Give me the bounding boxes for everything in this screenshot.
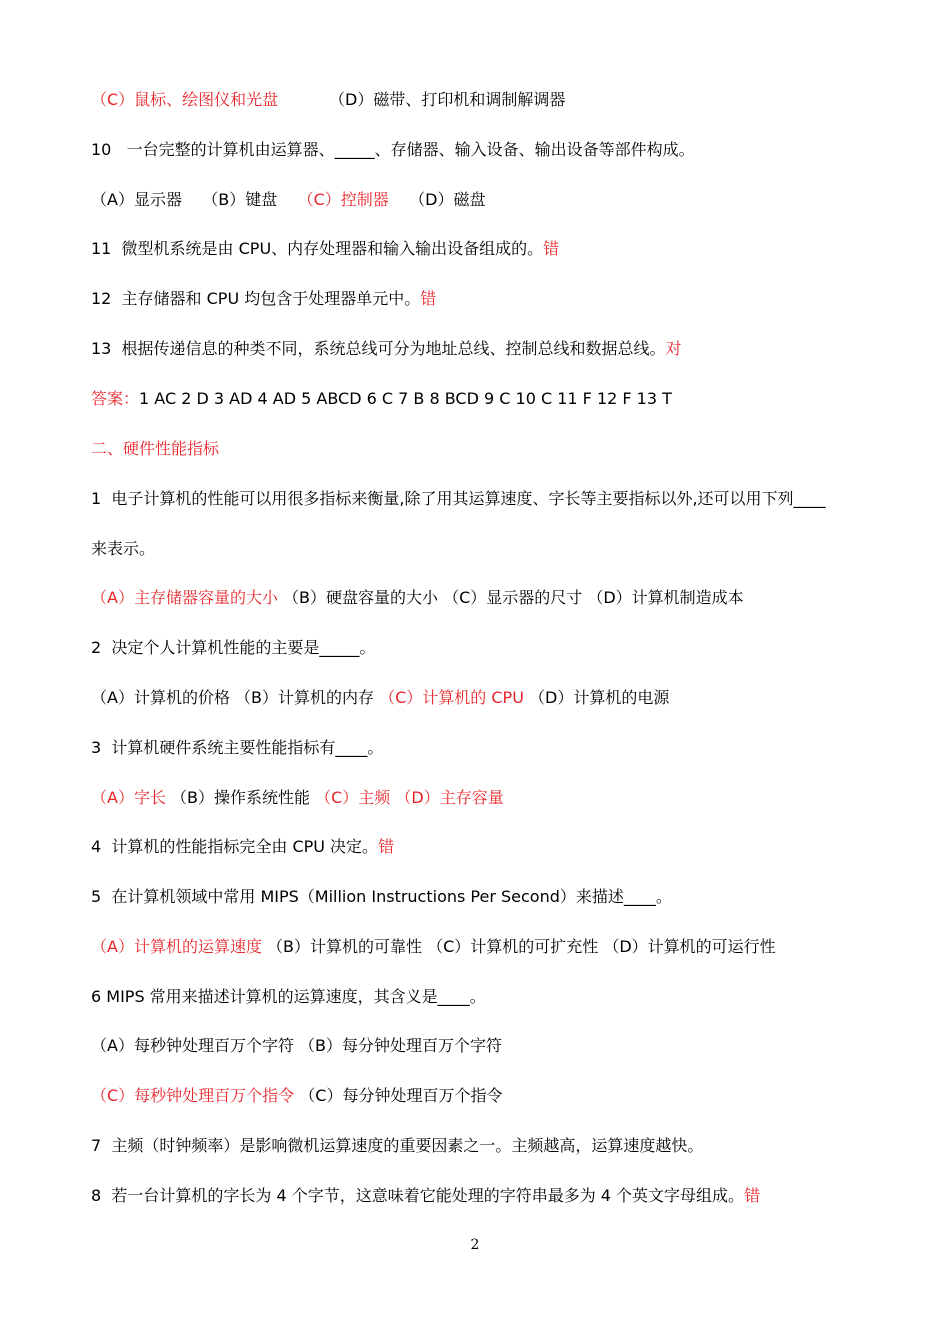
s2-q1-options	[91, 588, 744, 608]
answer-text: 错	[420, 289, 437, 308]
q13	[91, 339, 682, 359]
question-text: 来表示。	[91, 539, 156, 558]
s2-q6-options-c-c	[91, 1086, 502, 1106]
s2-q6-question	[91, 987, 486, 1007]
question-text: （C）每分钟处理百万个指令	[294, 1086, 503, 1105]
question-text: 3 计算机硬件系统主要性能指标有____。	[91, 738, 384, 757]
s2-q1-question-cont	[91, 539, 155, 559]
question-text: 1 电子计算机的性能可以用很多指标来衡量,除了用其运算速度、字长等主要指标以外,还可以用下列____	[91, 489, 826, 508]
question-text: 5 在计算机领域中常用 MIPS（Million Instructions Per Second）来描述____。	[91, 887, 672, 906]
answer-text: （C）控制器	[297, 190, 389, 209]
answer-text: 二、硬件性能指标	[91, 439, 220, 458]
s2-q5-question	[91, 887, 672, 907]
q11	[91, 239, 559, 259]
question-text: （D）磁盘	[388, 190, 486, 209]
answer-text: （A）主存储器容量的大小	[91, 588, 278, 607]
question-text: （A）显示器 （B）键盘	[91, 190, 298, 209]
answer-text: （C）鼠标、绘图仪和光盘	[91, 90, 279, 109]
question-text: 8 若一台计算机的字长为 4 个字节，这意味着它能处理的字符串最多为 4 个英文字母组成。	[91, 1186, 745, 1205]
question-text: 7 主频（时钟频率）是影响微机运算速度的重要因素之一。主频越高，运算速度越快。	[91, 1136, 704, 1155]
s2-q3-question	[91, 738, 383, 758]
question-text: （D）计算机的电源	[523, 688, 670, 707]
question-text: 11 微型机系统是由 CPU、内存处理器和输入输出设备组成的。	[91, 239, 544, 258]
s2-q5-options	[91, 937, 776, 957]
answer-text: 错	[744, 1186, 761, 1205]
answer-text: （A）计算机的运算速度	[91, 937, 262, 956]
question-text: （B）计算机的可靠性 （C）计算机的可扩充性 （D）计算机的可运行性	[261, 937, 776, 956]
answers-line	[91, 389, 672, 409]
answer-text: （A）字长	[91, 788, 166, 807]
answer-text: 错	[543, 239, 560, 258]
question-text: （A）计算机的价格 （B）计算机的内存	[91, 688, 380, 707]
question-text: 13 根据传递信息的种类不同，系统总线可分为地址总线、控制总线和数据总线。	[91, 339, 666, 358]
section-heading	[91, 439, 219, 459]
answer-text: （C）计算机的 CPU	[379, 688, 524, 707]
question-text: （B）操作系统性能	[165, 788, 316, 807]
s2-q2-options	[91, 688, 669, 708]
s2-q1-question	[91, 489, 826, 509]
answer-text: 对	[665, 339, 682, 358]
answer-text: 错	[378, 837, 395, 856]
s2-q4	[91, 837, 394, 857]
question-text: 6 MIPS 常用来描述计算机的运算速度，其含义是____。	[91, 987, 486, 1006]
question-text: 10 一台完整的计算机由运算器、_____、存储器、输入设备、输出设备等部件构成。	[91, 140, 695, 159]
question-text: 4 计算机的性能指标完全由 CPU 决定。	[91, 837, 379, 856]
question-text: 2 决定个人计算机性能的主要是_____。	[91, 638, 376, 657]
q9-options-c-d	[91, 90, 565, 110]
s2-q2-question	[91, 638, 375, 658]
answer-text: 答案：	[91, 389, 140, 408]
q10-question	[91, 140, 695, 160]
s2-q7	[91, 1136, 703, 1156]
answer-text: （C）每秒钟处理百万个指令	[91, 1086, 295, 1105]
s2-q3-options	[91, 788, 504, 808]
s2-q8	[91, 1186, 760, 1206]
question-text: 1 AC 2 D 3 AD 4 AD 5 ABCD 6 C 7 B 8 BCD 9 C 10 C 11 F 12 F 13 T	[139, 389, 672, 408]
page-number: 2	[470, 1237, 480, 1253]
s2-q6-options-a-b	[91, 1036, 502, 1056]
q12	[91, 289, 436, 309]
question-text: （A）每秒钟处理百万个字符 （B）每分钟处理百万个字符	[91, 1036, 503, 1055]
answer-text: （C）主频 （D）主存容量	[315, 788, 504, 807]
question-text: （B）硬盘容量的大小 （C）显示器的尺寸 （D）计算机制造成本	[277, 588, 744, 607]
q10-options	[91, 190, 485, 210]
question-text: （D）磁带、打印机和调制解调器	[278, 90, 566, 109]
question-text: 12 主存储器和 CPU 均包含于处理器单元中。	[91, 289, 421, 308]
